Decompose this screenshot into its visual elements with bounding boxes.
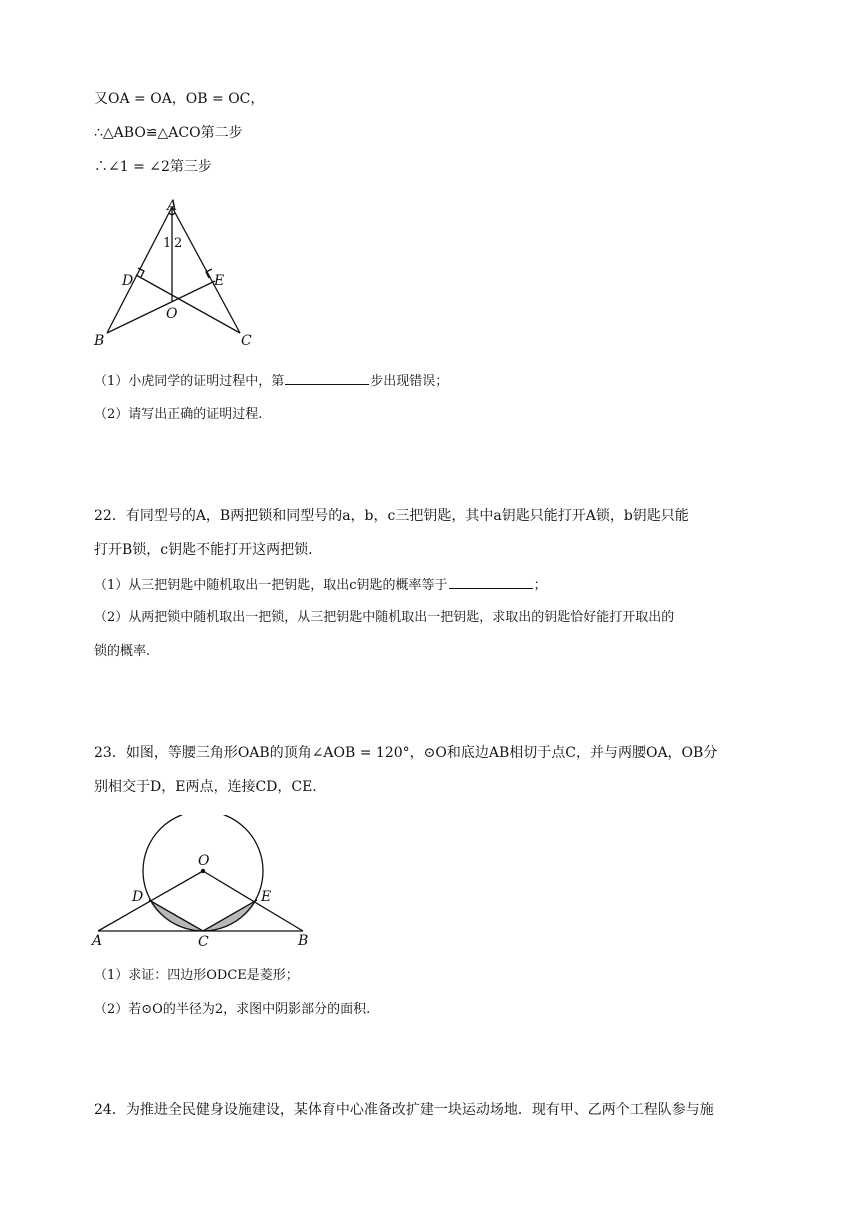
q21-part1 xyxy=(94,370,448,392)
q23-line-1: 23．如图，等腰三角形OAB的顶角∠AOB = 120°，⊙O和底边AB相切于点C，并与两腰OA，OB分 xyxy=(94,745,718,761)
circle-figure xyxy=(88,815,318,950)
q23-part2: （2）若⊙O的半径为2，求图中阴影部分的面积. xyxy=(94,1002,371,1017)
angle-2-label: 2 xyxy=(174,236,183,251)
proof-line-3: ∴∠1 = ∠2第三步 xyxy=(94,159,212,175)
label-D: D xyxy=(132,889,144,905)
q23-line-2: 别相交于D，E两点，连接CD，CE. xyxy=(94,779,317,795)
q21-part1-suffix: 步出现错误； xyxy=(370,374,449,389)
angle-1-label: 1 xyxy=(163,236,172,251)
answer-blank xyxy=(449,574,533,589)
q22-part1-suffix: ； xyxy=(533,578,547,593)
q22-part1 xyxy=(94,574,547,596)
q24-line-1: 24．为推进全民健身设施建设，某体育中心准备改扩建一块运动场地．现有甲、乙两个工程队参与施 xyxy=(94,1102,714,1118)
q21-part1-prefix: （1）小虎同学的证明过程中，第 xyxy=(94,374,285,389)
label-B: B xyxy=(298,933,309,949)
label-O: O xyxy=(166,306,178,322)
answer-blank xyxy=(285,370,369,385)
label-A: A xyxy=(167,198,178,214)
proof-line-1: 又OA = OA，OB = OC， xyxy=(94,91,265,107)
proof-line-2: ∴△ABO≌△ACO第二步 xyxy=(94,125,243,141)
q21-part2: （2）请写出正确的证明过程. xyxy=(94,407,263,422)
label-E: E xyxy=(261,889,272,905)
label-O: O xyxy=(198,853,210,869)
q22-part2-line-1: （2）从两把锁中随机取出一把锁，从三把钥匙中随机取出一把钥匙，求取出的钥匙恰好能打开取出的 xyxy=(94,610,675,625)
label-B: B xyxy=(94,333,105,349)
q22-part2-line-2: 锁的概率. xyxy=(94,644,151,659)
q22-part1-prefix: （1）从三把钥匙中随机取出一把钥匙，取出c钥匙的概率等于 xyxy=(94,578,448,593)
q22-line-1: 22．有同型号的A，B两把锁和同型号的a，b，c三把钥匙，其中a钥匙只能打开A锁，b钥匙只能 xyxy=(94,508,689,524)
label-C: C xyxy=(241,333,252,349)
label-A: A xyxy=(92,933,103,949)
q22-line-2: 打开B锁，c钥匙不能打开这两把锁. xyxy=(94,542,313,558)
label-E: E xyxy=(214,273,225,289)
label-D: D xyxy=(122,273,134,289)
q23-part1: （1）求证：四边形ODCE是菱形； xyxy=(94,968,299,983)
label-C: C xyxy=(198,934,209,950)
triangle-figure xyxy=(90,195,265,355)
